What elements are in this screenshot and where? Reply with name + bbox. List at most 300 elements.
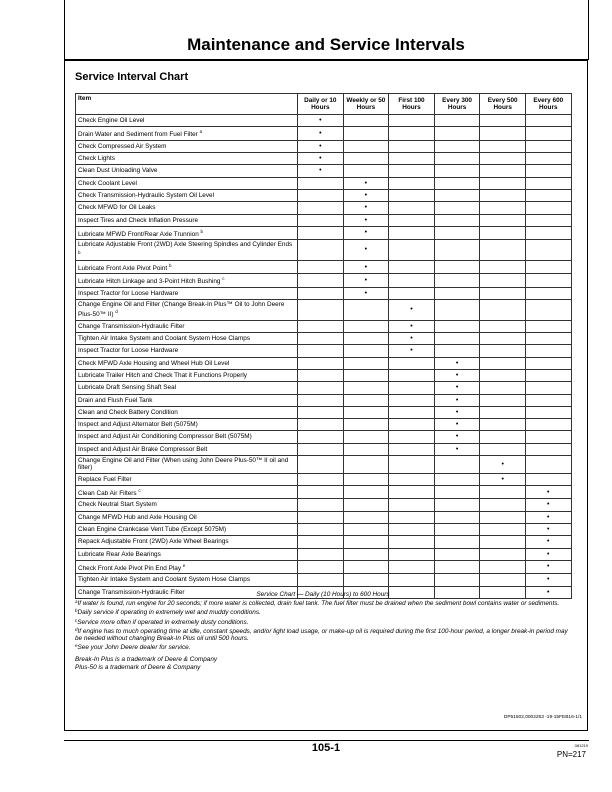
interval-cell	[389, 140, 435, 152]
table-row	[76, 511, 572, 523]
service-interval-table	[75, 93, 572, 599]
interval-cell	[343, 499, 389, 511]
page-code: 081219	[574, 743, 588, 748]
interval-mark: •	[410, 347, 413, 355]
row-item-text: Change MFWD Hub and Axle Housing Oil	[78, 513, 197, 521]
row-item-text: Tighten Air Intake System and Coolant System Hose Clamps	[78, 576, 251, 584]
interval-cell	[525, 548, 571, 560]
interval-cell	[389, 473, 435, 485]
interval-cell	[434, 202, 480, 214]
interval-cell	[434, 574, 480, 586]
interval-cell	[480, 202, 526, 214]
interval-cell	[343, 287, 389, 299]
interval-cell	[343, 357, 389, 369]
table-row	[76, 345, 572, 357]
table-row	[76, 287, 572, 299]
section-title: Service Interval Chart	[75, 71, 189, 83]
interval-cell	[480, 431, 526, 443]
interval-cell	[434, 153, 480, 165]
interval-cell	[525, 473, 571, 485]
row-item-label	[76, 548, 298, 560]
interval-cell	[480, 140, 526, 152]
footnote	[75, 607, 575, 616]
interval-cell	[343, 140, 389, 152]
interval-cell	[389, 333, 435, 345]
interval-cell	[343, 443, 389, 455]
row-item-label	[76, 382, 298, 394]
interval-cell	[480, 369, 526, 381]
interval-cell	[298, 287, 344, 299]
interval-cell	[525, 153, 571, 165]
interval-cell	[525, 140, 571, 152]
interval-cell	[389, 345, 435, 357]
interval-mark: •	[501, 475, 504, 483]
interval-mark: •	[501, 460, 504, 468]
interval-cell	[389, 511, 435, 523]
row-item-text: Change Transmission-Hydraulic Filter	[78, 588, 185, 596]
interval-cell	[298, 511, 344, 523]
row-item-label	[76, 357, 298, 369]
row-item-label	[76, 345, 298, 357]
interval-cell	[389, 485, 435, 498]
table-row	[76, 499, 572, 511]
row-item-text: Check Lights	[78, 155, 115, 163]
row-item-text: Check Front Axle Pivot Pin End Play	[78, 564, 182, 572]
interval-cell	[343, 153, 389, 165]
column-header-first-100: First 100 Hours	[389, 94, 435, 115]
footnote-marker: e	[75, 643, 78, 649]
interval-cell	[298, 202, 344, 214]
interval-cell	[298, 499, 344, 511]
interval-cell	[389, 202, 435, 214]
interval-mark: •	[547, 501, 550, 509]
interval-cell	[298, 345, 344, 357]
table-row	[76, 548, 572, 560]
interval-cell	[343, 115, 389, 127]
interval-cell	[480, 260, 526, 273]
interval-cell	[480, 456, 526, 474]
interval-cell	[343, 473, 389, 485]
interval-cell	[343, 214, 389, 226]
interval-cell	[298, 320, 344, 332]
row-item-label	[76, 560, 298, 573]
interval-mark: •	[364, 276, 368, 284]
interval-cell	[480, 499, 526, 511]
interval-cell	[343, 382, 389, 394]
interval-cell	[525, 536, 571, 548]
row-item-text: Inspect Tires and Check Inflation Pressure	[78, 216, 199, 224]
interval-cell	[343, 274, 389, 287]
interval-cell	[343, 523, 389, 535]
interval-cell	[525, 485, 571, 498]
interval-mark: •	[364, 204, 368, 212]
interval-cell	[343, 574, 389, 586]
row-footnote-ref: a	[199, 129, 203, 135]
interval-cell	[525, 511, 571, 523]
interval-cell	[480, 287, 526, 299]
table-row	[76, 300, 572, 321]
interval-cell	[389, 226, 435, 239]
interval-cell	[389, 443, 435, 455]
interval-mark: •	[364, 191, 368, 199]
interval-cell	[525, 357, 571, 369]
interval-cell	[298, 574, 344, 586]
interval-cell	[343, 511, 389, 523]
interval-cell	[389, 523, 435, 535]
interval-cell	[525, 431, 571, 443]
column-header-daily: Daily or 10 Hours	[298, 94, 344, 115]
row-footnote-ref: d	[115, 309, 118, 315]
row-item-text: Clean Engine Crankcase Vent Tube (Except 5075M)	[78, 525, 227, 533]
interval-cell	[343, 189, 389, 201]
row-item-label	[76, 320, 298, 332]
row-footnote-ref: b	[78, 249, 81, 255]
table-row	[76, 274, 572, 287]
table-row	[76, 431, 572, 443]
interval-cell	[389, 153, 435, 165]
interval-mark: •	[410, 335, 413, 343]
interval-cell	[298, 260, 344, 273]
column-header-item: Item	[76, 94, 298, 115]
interval-cell	[389, 165, 435, 177]
interval-mark: •	[455, 408, 459, 416]
interval-mark: •	[455, 421, 459, 429]
interval-cell	[343, 485, 389, 498]
interval-cell	[389, 419, 435, 431]
interval-cell	[434, 300, 480, 321]
interval-cell	[480, 320, 526, 332]
row-item-label	[76, 153, 298, 165]
table-row	[76, 574, 572, 586]
table-row	[76, 260, 572, 273]
interval-cell	[480, 240, 526, 261]
interval-mark: •	[319, 142, 322, 150]
row-footnote-ref: b	[200, 228, 204, 234]
interval-cell	[525, 300, 571, 321]
interval-mark: •	[547, 576, 550, 584]
interval-cell	[480, 443, 526, 455]
interval-cell	[434, 523, 480, 535]
table-row	[76, 202, 572, 214]
table-row	[76, 153, 572, 165]
interval-mark: •	[547, 550, 550, 558]
trademarks	[75, 656, 575, 670]
interval-cell	[343, 560, 389, 573]
table-row	[76, 115, 572, 127]
interval-cell	[480, 177, 526, 189]
interval-cell	[389, 394, 435, 406]
interval-mark: •	[364, 179, 368, 187]
row-item-label	[76, 140, 298, 152]
interval-cell	[389, 431, 435, 443]
interval-cell	[298, 473, 344, 485]
interval-cell	[434, 560, 480, 573]
interval-cell	[343, 419, 389, 431]
interval-cell	[525, 456, 571, 474]
interval-cell	[389, 189, 435, 201]
footnote-text: See your John Deere dealer for service.	[77, 644, 191, 652]
interval-cell	[389, 127, 435, 140]
row-footnote-ref: c	[222, 276, 225, 282]
interval-mark: •	[364, 246, 368, 254]
interval-cell	[434, 287, 480, 299]
row-item-label	[76, 226, 298, 239]
interval-cell	[480, 560, 526, 573]
interval-cell	[298, 177, 344, 189]
row-item-text: Lubricate Rear Axle Bearings	[78, 550, 161, 558]
interval-cell	[298, 419, 344, 431]
table-row	[76, 140, 572, 152]
row-item-label	[76, 523, 298, 535]
interval-cell	[480, 214, 526, 226]
interval-cell	[434, 456, 480, 474]
row-item-label	[76, 394, 298, 406]
footnote	[75, 617, 575, 626]
interval-cell	[298, 443, 344, 455]
interval-cell	[525, 345, 571, 357]
interval-cell	[343, 548, 389, 560]
interval-cell	[480, 485, 526, 498]
interval-mark: •	[364, 229, 368, 237]
row-item-label	[76, 202, 298, 214]
interval-cell	[525, 226, 571, 239]
interval-cell	[434, 443, 480, 455]
table-row	[76, 394, 572, 406]
interval-cell	[434, 394, 480, 406]
interval-cell	[389, 548, 435, 560]
interval-cell	[434, 406, 480, 418]
trademark-line: Plus-50 is a trademark of Deere & Company	[75, 663, 201, 671]
row-item-text: Check Transmission-Hydraulic System Oil Level	[78, 191, 215, 199]
footnote-marker: c	[75, 617, 78, 623]
table-row	[76, 214, 572, 226]
interval-cell	[480, 226, 526, 239]
interval-mark: •	[547, 538, 550, 546]
interval-cell	[389, 536, 435, 548]
interval-cell	[525, 260, 571, 273]
interval-cell	[525, 189, 571, 201]
interval-cell	[434, 382, 480, 394]
interval-cell	[525, 523, 571, 535]
interval-cell	[480, 127, 526, 140]
row-item-text: Lubricate Adjustable Front (2WD) Axle Steering Spindles and Cylinder Ends	[78, 241, 293, 249]
interval-mark: •	[547, 525, 550, 533]
interval-cell	[480, 511, 526, 523]
interval-mark: •	[547, 513, 550, 521]
interval-cell	[434, 333, 480, 345]
interval-cell	[298, 548, 344, 560]
row-footnote-ref: c	[138, 487, 141, 493]
chart-notes	[75, 588, 575, 671]
row-item-label	[76, 419, 298, 431]
table-row	[76, 177, 572, 189]
row-footnote-ref: e	[182, 562, 186, 568]
interval-cell	[434, 140, 480, 152]
trademark-line: Break-In Plus is a trademark of Deere & Company	[75, 656, 218, 664]
interval-cell	[298, 333, 344, 345]
row-item-text: Inspect and Adjust Air Conditioning Compressor Belt (5075M)	[78, 433, 252, 441]
interval-cell	[434, 274, 480, 287]
row-item-label	[76, 115, 298, 127]
table-row	[76, 406, 572, 418]
row-item-text: Inspect and Adjust Air Brake Compressor Belt	[78, 445, 208, 453]
row-item-text: Change Engine Oil and Filter (When using John Deere Plus-50™ II oil and filter)	[78, 457, 289, 472]
interval-cell	[480, 382, 526, 394]
interval-cell	[343, 406, 389, 418]
row-item-text: Check Engine Oil Level	[78, 117, 145, 124]
interval-mark: •	[410, 306, 413, 314]
row-item-text: Check Neutral Start System	[78, 501, 157, 509]
interval-cell	[389, 260, 435, 273]
row-item-label	[76, 177, 298, 189]
interval-cell	[389, 369, 435, 381]
row-item-label	[76, 443, 298, 455]
row-item-text: Lubricate Hitch Linkage and 3-Point Hitch Bushing	[78, 278, 221, 286]
interval-mark: •	[547, 563, 550, 571]
interval-cell	[298, 406, 344, 418]
interval-cell	[389, 382, 435, 394]
interval-cell	[343, 431, 389, 443]
interval-mark: •	[364, 263, 368, 271]
interval-cell	[298, 485, 344, 498]
interval-cell	[434, 369, 480, 381]
interval-mark: •	[547, 488, 550, 496]
interval-cell	[525, 382, 571, 394]
interval-cell	[525, 165, 571, 177]
footnote-marker: a	[75, 599, 78, 605]
table-row	[76, 240, 572, 261]
footnote	[75, 642, 575, 651]
row-item-text: Lubricate Trailer Hitch and Check That it Functions Properly	[78, 371, 247, 379]
interval-cell	[434, 240, 480, 261]
table-row	[76, 443, 572, 455]
interval-cell	[434, 115, 480, 127]
row-item-label	[76, 406, 298, 418]
row-item-text: Lubricate Front Axle Pivot Point	[78, 265, 168, 273]
interval-cell	[343, 456, 389, 474]
row-item-label	[76, 473, 298, 485]
interval-cell	[525, 419, 571, 431]
row-item-label	[76, 499, 298, 511]
table-row	[76, 226, 572, 239]
row-item-label	[76, 536, 298, 548]
table-header-row	[76, 94, 572, 115]
row-item-text: Change Engine Oil and Filter (Change Break-In Plus™ Oil to John Deere Plus-50™ II)	[78, 301, 285, 319]
interval-cell	[298, 369, 344, 381]
interval-cell	[525, 240, 571, 261]
interval-cell	[298, 357, 344, 369]
interval-cell	[343, 369, 389, 381]
page-title: Maintenance and Service Intervals	[187, 35, 465, 54]
interval-cell	[480, 574, 526, 586]
footnote-text: Service more often if operated in extremely dusty conditions.	[77, 618, 249, 626]
interval-cell	[480, 536, 526, 548]
interval-mark: •	[455, 359, 459, 367]
row-item-text: Tighten Air Intake System and Coolant System Hose Clamps	[78, 335, 251, 343]
interval-cell	[389, 287, 435, 299]
footnote	[75, 598, 575, 607]
row-item-text: Check Compressed Air System	[78, 142, 167, 150]
row-item-label	[76, 240, 298, 261]
interval-cell	[298, 274, 344, 287]
interval-cell	[525, 287, 571, 299]
interval-cell	[389, 357, 435, 369]
interval-cell	[480, 419, 526, 431]
interval-cell	[343, 202, 389, 214]
interval-cell	[525, 115, 571, 127]
interval-cell	[389, 177, 435, 189]
interval-mark: •	[455, 396, 459, 404]
interval-cell	[525, 274, 571, 287]
interval-cell	[389, 560, 435, 573]
table-row	[76, 419, 572, 431]
interval-cell	[343, 333, 389, 345]
interval-cell	[389, 456, 435, 474]
interval-mark: •	[410, 322, 413, 330]
interval-cell	[480, 406, 526, 418]
row-item-label	[76, 274, 298, 287]
interval-cell	[525, 443, 571, 455]
interval-mark: •	[455, 445, 459, 453]
interval-cell	[298, 165, 344, 177]
interval-cell	[298, 240, 344, 261]
interval-cell	[389, 240, 435, 261]
table-row	[76, 320, 572, 332]
interval-cell	[480, 165, 526, 177]
row-item-text: Drain and Flush Fuel Tank	[78, 396, 153, 404]
row-item-text: Lubricate Draft Sensing Shaft Seal	[78, 384, 177, 392]
interval-mark: •	[547, 588, 550, 596]
interval-cell	[298, 394, 344, 406]
row-item-label	[76, 287, 298, 299]
interval-cell	[480, 548, 526, 560]
row-footnote-ref: b	[168, 262, 172, 268]
interval-cell	[298, 115, 344, 127]
interval-cell	[343, 127, 389, 140]
interval-cell	[434, 345, 480, 357]
chart-caption: Service Chart — Daily (10 Hours) to 600 Hours	[256, 591, 390, 598]
row-item-label	[76, 485, 298, 498]
table-row	[76, 333, 572, 345]
interval-cell	[298, 560, 344, 573]
interval-cell	[298, 431, 344, 443]
table-row	[76, 523, 572, 535]
interval-cell	[525, 574, 571, 586]
interval-cell	[480, 345, 526, 357]
interval-cell	[389, 499, 435, 511]
table-row	[76, 456, 572, 474]
interval-cell	[434, 473, 480, 485]
interval-cell	[434, 165, 480, 177]
table-row	[76, 536, 572, 548]
row-item-text: Inspect and Adjust Alternator Belt (5075M)	[78, 421, 198, 429]
interval-cell	[434, 260, 480, 273]
interval-cell	[480, 300, 526, 321]
interval-cell	[434, 499, 480, 511]
interval-mark: •	[455, 384, 459, 392]
table-row	[76, 189, 572, 201]
interval-cell	[343, 300, 389, 321]
column-header-weekly: Weekly or 50 Hours	[343, 94, 389, 115]
interval-cell	[298, 140, 344, 152]
interval-cell	[525, 202, 571, 214]
interval-cell	[480, 153, 526, 165]
interval-cell	[434, 214, 480, 226]
interval-cell	[343, 345, 389, 357]
footnote-text: Daily service if operating in extremely wet and muddy conditions.	[77, 609, 261, 617]
row-item-text: Check MFWD Axle Housing and Wheel Hub Oil Level	[78, 359, 230, 367]
interval-cell	[525, 394, 571, 406]
